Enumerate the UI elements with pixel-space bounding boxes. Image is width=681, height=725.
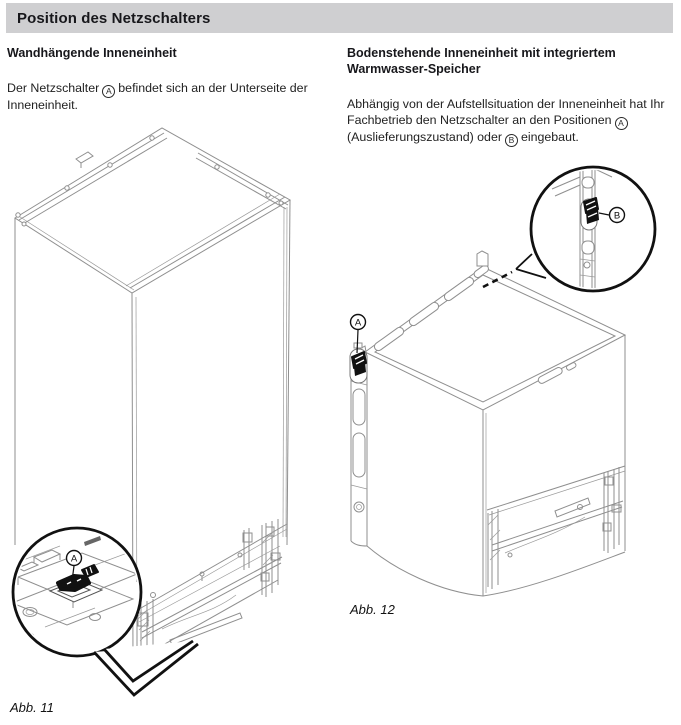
- section-header: [6, 3, 673, 33]
- callout-marker-a2: A: [615, 117, 628, 130]
- figure-abb-12-drawing: [340, 155, 681, 600]
- svg-text:B: B: [613, 210, 621, 222]
- callout-marker-b: B: [505, 134, 518, 147]
- mounting-clip: [76, 152, 93, 163]
- right-paragraph-text: Abhängig von der Aufstellsituation der Inneneinheit hat Ihr Fachbetrieb den Netzschalter an den Positionen: [347, 97, 665, 127]
- figure-abb-11-drawing: [0, 125, 320, 700]
- right-paragraph-text-2: (Auslieferungszustand) oder: [347, 129, 502, 144]
- detail-circle-pointer: [94, 641, 198, 695]
- svg-text:A: A: [354, 317, 362, 329]
- callout-marker-a: A: [102, 85, 115, 98]
- left-paragraph-text-2: befindet sich an der Unterseite der Inneneinheit.: [7, 80, 308, 112]
- left-heading: Wandhängende Inneneinheit: [7, 46, 177, 60]
- left-paragraph: [7, 81, 333, 114]
- right-column: [347, 46, 681, 147]
- left-paragraph-text: Der Netzschalter: [7, 80, 100, 95]
- svg-text:A: A: [70, 553, 78, 565]
- right-paragraph-text-3: eingebaut.: [520, 129, 579, 144]
- left-corner-post: [350, 343, 367, 546]
- corner-post: [477, 251, 488, 266]
- right-heading: Bodenstehende Inneneinheit mit integriertem Warmwasser-Speicher: [347, 46, 616, 76]
- figure-12-caption: Abb. 12: [350, 602, 395, 617]
- left-column: [7, 46, 333, 113]
- right-paragraph: [347, 97, 681, 147]
- unit-underside-face: [15, 128, 290, 293]
- page-title: Position des Netzschalters: [17, 9, 211, 27]
- figure-11-caption: Abb. 11: [10, 700, 54, 715]
- bottom-internals-2: [487, 466, 625, 589]
